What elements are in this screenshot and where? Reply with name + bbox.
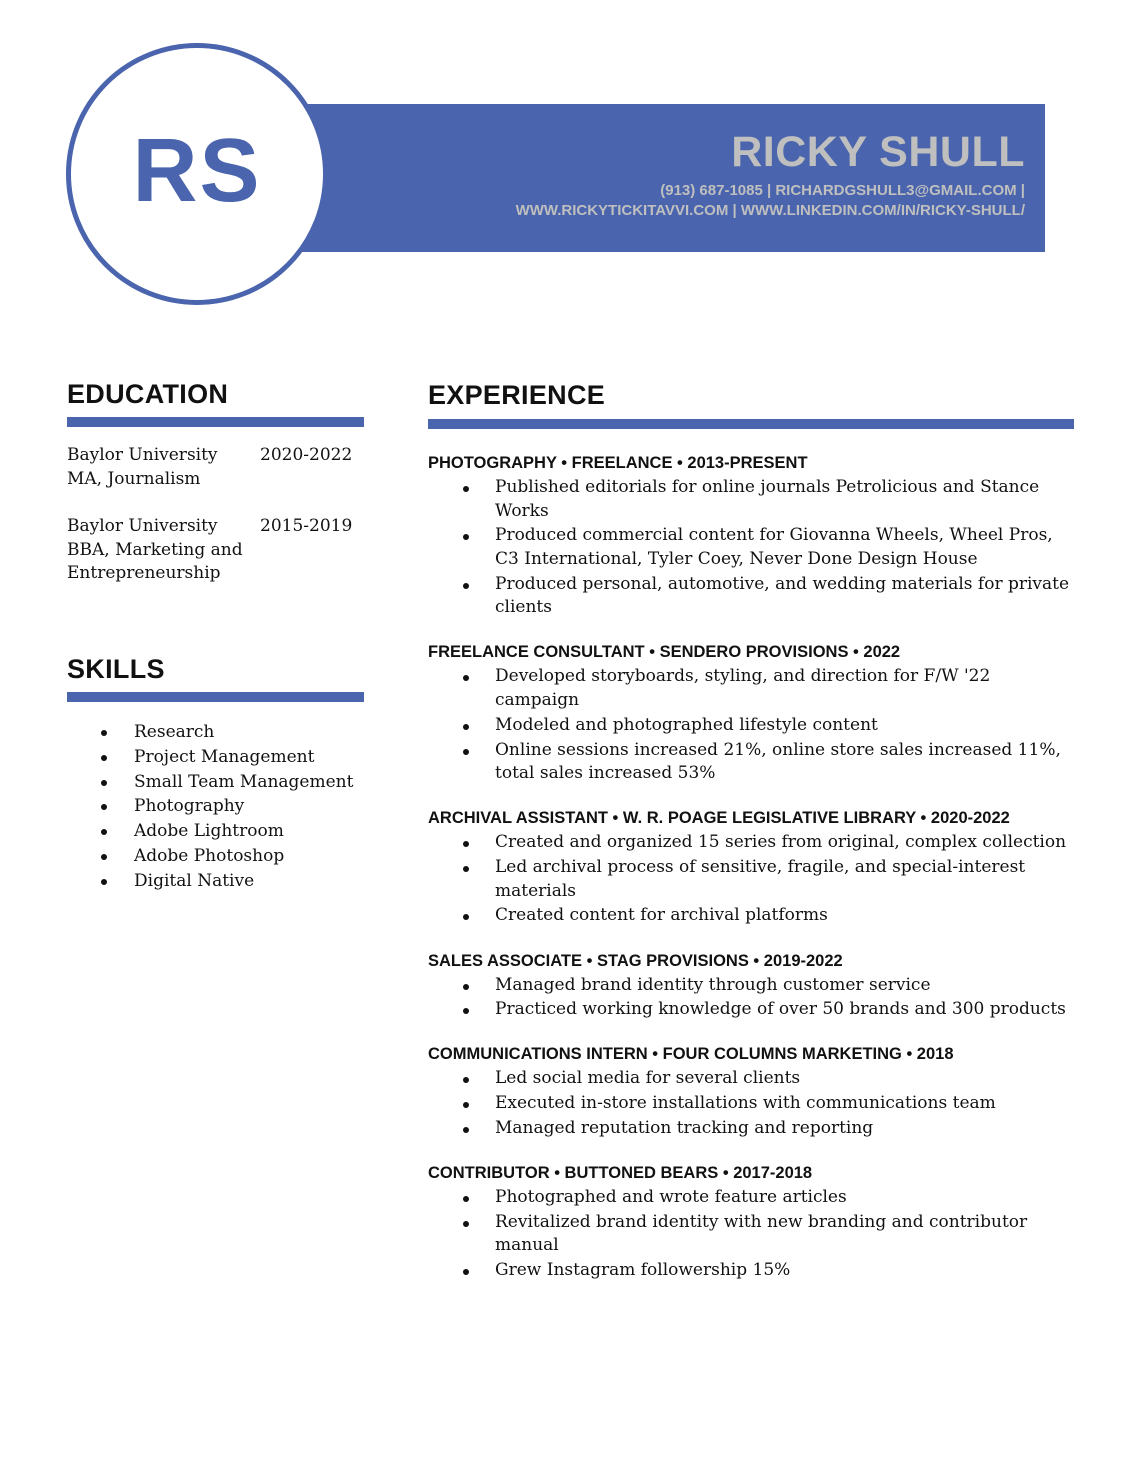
job-bullets — [428, 476, 1078, 620]
contact-line: (913) 687-1085 | RICHARDGSHULL3@GMAIL.COM | — [660, 182, 1025, 199]
job-entry — [428, 1043, 1078, 1140]
skills-title: SKILLS — [67, 654, 165, 684]
skills-list — [67, 720, 353, 894]
job-bullets — [428, 831, 1078, 928]
job-bullet: Practiced working knowledge of over 50 brands and 300 products — [428, 998, 1078, 1022]
job-bullet: Produced commercial content for Giovanna Wheels, Wheel Pros, C3 International, Tyler Coey, Never Done Design House — [428, 524, 1078, 571]
job-entry — [428, 1162, 1078, 1283]
experience-rule — [428, 419, 1074, 429]
job-bullet: Published editorials for online journals Petrolicious and Stance Works — [428, 476, 1078, 523]
job-heading: SALES ASSOCIATE • STAG PROVISIONS • 2019-2022 — [428, 951, 843, 970]
job-bullet: Developed storyboards, styling, and direction for F/W '22 campaign — [428, 665, 1078, 712]
job-entry — [428, 950, 1078, 1022]
contact-info — [516, 181, 1025, 221]
education-degree: Baylor University MA, Journalism — [67, 445, 218, 489]
job-heading: ARCHIVAL ASSISTANT • W. R. POAGE LEGISLATIVE LIBRARY • 2020-2022 — [428, 809, 1010, 828]
skill-item: Adobe Photoshop — [67, 844, 353, 869]
job-bullet: Produced personal, automotive, and wedding materials for private clients — [428, 573, 1078, 620]
job-bullet: Revitalized brand identity with new branding and contributor manual — [428, 1211, 1078, 1258]
skill-item: Small Team Management — [67, 770, 353, 795]
education-entry — [67, 515, 367, 586]
job-entry — [428, 452, 1078, 620]
education-degree: Baylor University BBA, Marketing and Entrepreneurship — [67, 516, 243, 583]
skill-item: Adobe Lightroom — [67, 819, 353, 844]
skills-rule — [67, 692, 364, 702]
job-bullets — [428, 1186, 1078, 1283]
job-heading: CONTRIBUTOR • BUTTONED BEARS • 2017-2018 — [428, 1164, 813, 1183]
skill-item: Photography — [67, 794, 353, 819]
job-bullet: Modeled and photographed lifestyle content — [428, 714, 1078, 738]
job-entry — [428, 641, 1078, 785]
job-bullets — [428, 1067, 1078, 1140]
job-bullet: Created content for archival platforms — [428, 904, 1078, 928]
job-bullet: Managed brand identity through customer service — [428, 974, 1078, 998]
skill-item: Digital Native — [67, 869, 353, 894]
job-bullets — [428, 665, 1078, 785]
job-bullet: Managed reputation tracking and reporting — [428, 1117, 1078, 1141]
experience-list — [428, 452, 1078, 1304]
monogram-circle — [66, 43, 328, 305]
education-rule — [67, 417, 364, 427]
job-bullet: Online sessions increased 21%, online store sales increased 11%, total sales increased 53% — [428, 739, 1078, 786]
job-heading: FREELANCE CONSULTANT • SENDERO PROVISIONS • 2022 — [428, 643, 901, 662]
resume-name: RICKY SHULL — [731, 128, 1025, 176]
education-title: EDUCATION — [67, 379, 229, 409]
job-bullet: Photographed and wrote feature articles — [428, 1186, 1078, 1210]
job-heading: COMMUNICATIONS INTERN • FOUR COLUMNS MARKETING • 2018 — [428, 1045, 954, 1064]
education-years: 2015-2019 — [260, 516, 353, 536]
job-bullet: Executed in-store installations with communications team — [428, 1092, 1078, 1116]
education-entry — [67, 444, 367, 491]
contact-line: WWW.RICKYTICKITAVVI.COM | WWW.LINKEDIN.COM/IN/RICKY-SHULL/ — [515, 202, 1025, 219]
skill-item: Research — [67, 720, 353, 745]
education-years: 2020-2022 — [260, 445, 353, 465]
skill-item: Project Management — [67, 745, 353, 770]
job-bullet: Led social media for several clients — [428, 1067, 1078, 1091]
monogram-initials: RS — [132, 120, 262, 221]
job-bullet: Led archival process of sensitive, fragile, and special-interest materials — [428, 856, 1078, 903]
job-heading: PHOTOGRAPHY • FREELANCE • 2013-PRESENT — [428, 454, 808, 472]
header-banner — [300, 104, 1045, 252]
job-bullet: Created and organized 15 series from original, complex collection — [428, 831, 1078, 855]
job-bullets — [428, 974, 1078, 1022]
experience-title: EXPERIENCE — [428, 380, 606, 410]
job-entry — [428, 807, 1078, 928]
job-bullet: Grew Instagram followership 15% — [428, 1259, 1078, 1283]
